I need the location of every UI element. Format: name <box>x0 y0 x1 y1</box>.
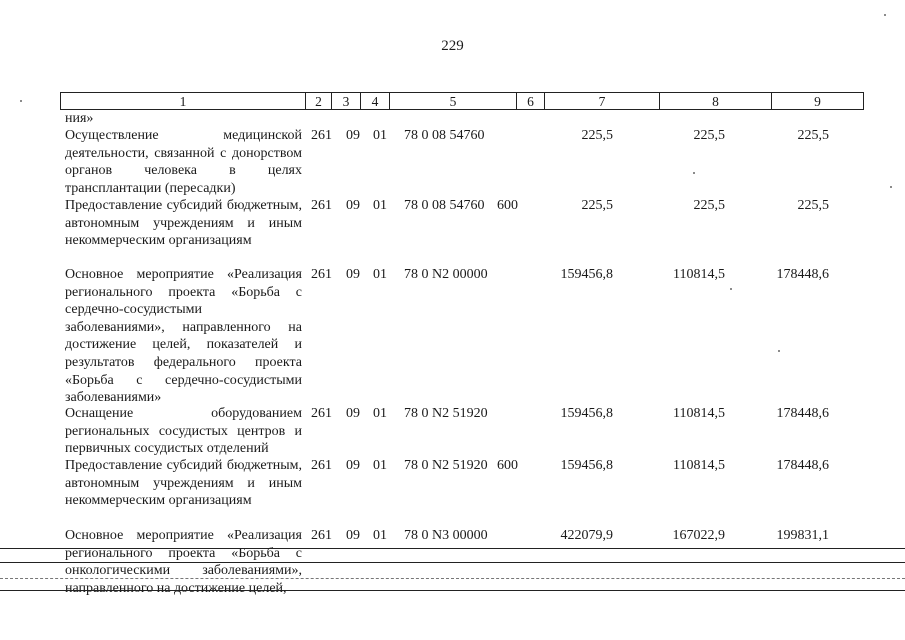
page-number: 229 <box>441 38 464 54</box>
row-description: Основное мероприятие «Реализация регионального проекта «Борьба с онкологическими заболеваниями», направленного на достижение целей, <box>65 528 302 596</box>
column-header-4: 4 <box>361 93 390 110</box>
scan-speck <box>884 14 886 16</box>
row-subsection: 01 <box>373 528 387 543</box>
row-target-code: 78 0 08 54760 <box>404 128 485 143</box>
column-header-5: 5 <box>390 93 517 110</box>
row-description: Предоставление субсидий бюджетным, автономным учреждениям и иным некоммерческим организациям <box>65 458 302 509</box>
column-header-3: 3 <box>332 93 361 110</box>
row-grbs: 261 <box>311 267 332 282</box>
row-section: 09 <box>346 406 360 421</box>
row-amount-1: 225,5 <box>581 128 613 143</box>
row-expense-type: 600 <box>497 198 518 213</box>
row-target-code: 78 0 N2 51920 <box>404 458 488 473</box>
row-amount-3: 178448,6 <box>776 458 829 473</box>
fold-line-middle <box>0 562 905 563</box>
row-expense-type: 600 <box>497 458 518 473</box>
row-amount-2: 225,5 <box>693 198 725 213</box>
row-subsection: 01 <box>373 128 387 143</box>
row-amount-3: 225,5 <box>797 198 829 213</box>
carry-over-text: ния» <box>65 111 94 126</box>
row-section: 09 <box>346 267 360 282</box>
row-amount-3: 178448,6 <box>776 406 829 421</box>
row-grbs: 261 <box>311 128 332 143</box>
row-description: Оснащение оборудованием региональных сосудистых центров и первичных сосудистых отделений <box>65 406 302 457</box>
fold-line-dashed <box>0 578 905 579</box>
scan-speck <box>778 350 780 352</box>
row-description: Основное мероприятие «Реализация регионального проекта «Борьба с сердечно-сосудистыми заболеваниями», направленного на достижение целей, показателей и результатов федерального проекта «Борьба с сердечно-сосудистыми заболеваниями» <box>65 267 302 406</box>
row-amount-2: 110814,5 <box>673 267 725 282</box>
fold-line-bottom <box>0 590 905 591</box>
fold-line-top <box>0 548 905 549</box>
scan-speck <box>693 172 695 174</box>
column-header-8: 8 <box>660 93 772 110</box>
row-amount-1: 159456,8 <box>560 406 613 421</box>
row-subsection: 01 <box>373 458 387 473</box>
row-grbs: 261 <box>311 198 332 213</box>
row-amount-1: 422079,9 <box>560 528 613 543</box>
row-amount-2: 110814,5 <box>673 406 725 421</box>
column-header-row <box>60 92 864 110</box>
row-amount-2: 110814,5 <box>673 458 725 473</box>
row-section: 09 <box>346 528 360 543</box>
row-subsection: 01 <box>373 267 387 282</box>
row-target-code: 78 0 N3 00000 <box>404 528 488 543</box>
column-header-6: 6 <box>517 93 545 110</box>
row-amount-3: 225,5 <box>797 128 829 143</box>
row-grbs: 261 <box>311 458 332 473</box>
row-amount-1: 159456,8 <box>560 458 613 473</box>
row-amount-1: 159456,8 <box>560 267 613 282</box>
row-target-code: 78 0 N2 51920 <box>404 406 488 421</box>
row-target-code: 78 0 08 54760 <box>404 198 485 213</box>
row-section: 09 <box>346 458 360 473</box>
row-section: 09 <box>346 128 360 143</box>
row-grbs: 261 <box>311 406 332 421</box>
column-header-7: 7 <box>545 93 660 110</box>
row-section: 09 <box>346 198 360 213</box>
column-header-2: 2 <box>306 93 332 110</box>
row-amount-1: 225,5 <box>581 198 613 213</box>
row-subsection: 01 <box>373 198 387 213</box>
column-header-1: 1 <box>61 93 306 110</box>
row-description: Осуществление медицинской деятельности, связанной с донорством органов человека в целях трансплантации (пересадки) <box>65 128 302 196</box>
scan-speck <box>890 186 892 188</box>
scan-speck <box>20 100 22 102</box>
row-amount-2: 167022,9 <box>672 528 725 543</box>
row-amount-2: 225,5 <box>693 128 725 143</box>
row-grbs: 261 <box>311 528 332 543</box>
row-subsection: 01 <box>373 406 387 421</box>
row-target-code: 78 0 N2 00000 <box>404 267 488 282</box>
row-description: Предоставление субсидий бюджетным, автономным учреждениям и иным некоммерческим организациям <box>65 198 302 249</box>
scan-speck <box>730 288 732 290</box>
row-amount-3: 178448,6 <box>776 267 829 282</box>
row-amount-3: 199831,1 <box>776 528 829 543</box>
column-header-9: 9 <box>772 93 864 110</box>
